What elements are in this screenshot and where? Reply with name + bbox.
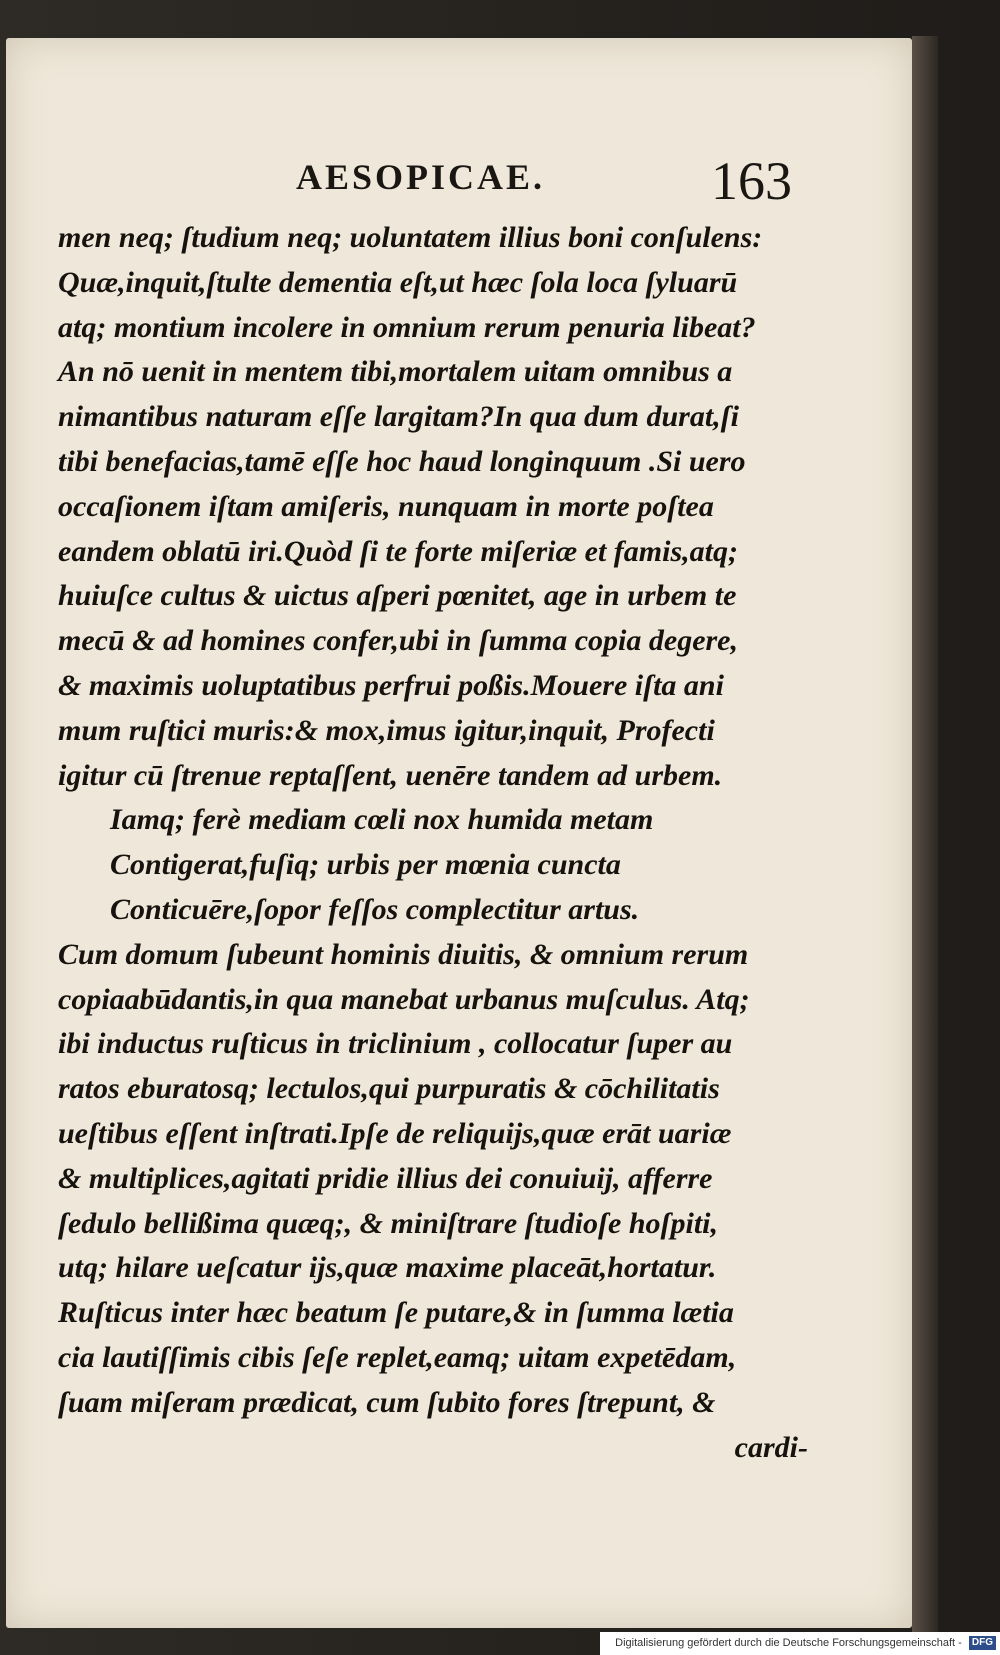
page-number: 163	[711, 151, 792, 211]
text-line: & multiplices,agitati pridie illius dei conuiuij, afferre	[58, 1161, 713, 1195]
text-line: ſuam miſeram prædicat, cum ſubito fores ſtrepunt, &	[58, 1385, 716, 1419]
text-line: An nō uenit in mentem tibi,mortalem uitam omnibus a	[58, 355, 733, 389]
page-text	[58, 216, 808, 1470]
catchword: cardi-	[734, 1430, 808, 1464]
text-line: cia lautiſſimis cibis ſeſe replet,eamq; uitam expetēdam,	[58, 1340, 737, 1374]
text-line: ſedulo bellißima quæq;, & miniſtrare ſtudioſe hoſpiti,	[58, 1206, 718, 1240]
verse-line: Contigerat,fuſiq; urbis per mœnia cuncta	[110, 848, 621, 882]
text-line: ibi inductus ruſticus in triclinium , collocatur ſuper au	[58, 1027, 733, 1061]
text-line: occaſionem iſtam amiſeris, nunquam in morte poſtea	[58, 489, 714, 523]
page-header	[6, 150, 912, 210]
text-line: mum ruſtici muris:& mox,imus igitur,inquit, Profecti	[58, 713, 715, 747]
credit-text: Digitalisierung gefördert durch die Deutsche Forschungsgemeinschaft -	[615, 1637, 962, 1649]
text-line: nimantibus naturam eſſe largitam?In qua dum durat,ſi	[58, 400, 739, 434]
text-line: Quæ,inquit,ſtulte dementia eſt,ut hæc ſola loca ſyluarū	[58, 265, 738, 299]
text-line: huiuſce cultus & uictus aſperi pœnitet, age in urbem te	[58, 579, 737, 613]
text-line: men neq; ſtudium neq; uoluntatem illius boni conſulens:	[58, 221, 763, 254]
text-line: Cum domum ſubeunt hominis diuitis, & omnium rerum	[58, 937, 749, 971]
text-line: igitur cū ſtrenue reptaſſent, uenēre tandem ad urbem.	[58, 758, 723, 792]
dfg-logo: DFG	[969, 1636, 996, 1650]
digitization-credit	[600, 1632, 1000, 1655]
text-line: tibi benefacias,tamē eſſe hoc haud longinquum .Si uero	[58, 444, 746, 478]
verse-line: Iamq; ferè mediam cœli nox humida metam	[110, 803, 654, 837]
text-line: eandem oblatū iri.Quòd ſi te forte miſeriæ et famis,atq;	[58, 534, 738, 568]
text-line: copiaabūdantis,in qua manebat urbanus muſculus. Atq;	[58, 982, 750, 1016]
text-line: mecū & ad homines confer,ubi in ſumma copia degere,	[58, 624, 738, 658]
text-line: atq; montium incolere in omnium rerum penuria libeat?	[58, 310, 756, 344]
verse-line: Conticuēre,ſopor feſſos complectitur artus.	[110, 892, 640, 926]
text-line: & maximis uoluptatibus perfrui poßis.Mouere iſta ani	[58, 668, 724, 702]
text-line: utq; hilare ueſcatur ijs,quæ maxime placeāt,hortatur.	[58, 1251, 717, 1285]
text-line: Ruſticus inter hæc beatum ſe putare,& in ſumma lætia	[58, 1296, 734, 1330]
running-head: AESOPICAE.	[296, 157, 546, 197]
book-page	[6, 38, 912, 1628]
book-edge	[912, 36, 938, 1632]
text-line: ratos eburatosq; lectulos,qui purpuratis & cōchilitatis	[58, 1072, 720, 1106]
text-line: ueſtibus eſſent inſtrati.Ipſe de reliquijs,quæ erāt uariæ	[58, 1116, 732, 1150]
